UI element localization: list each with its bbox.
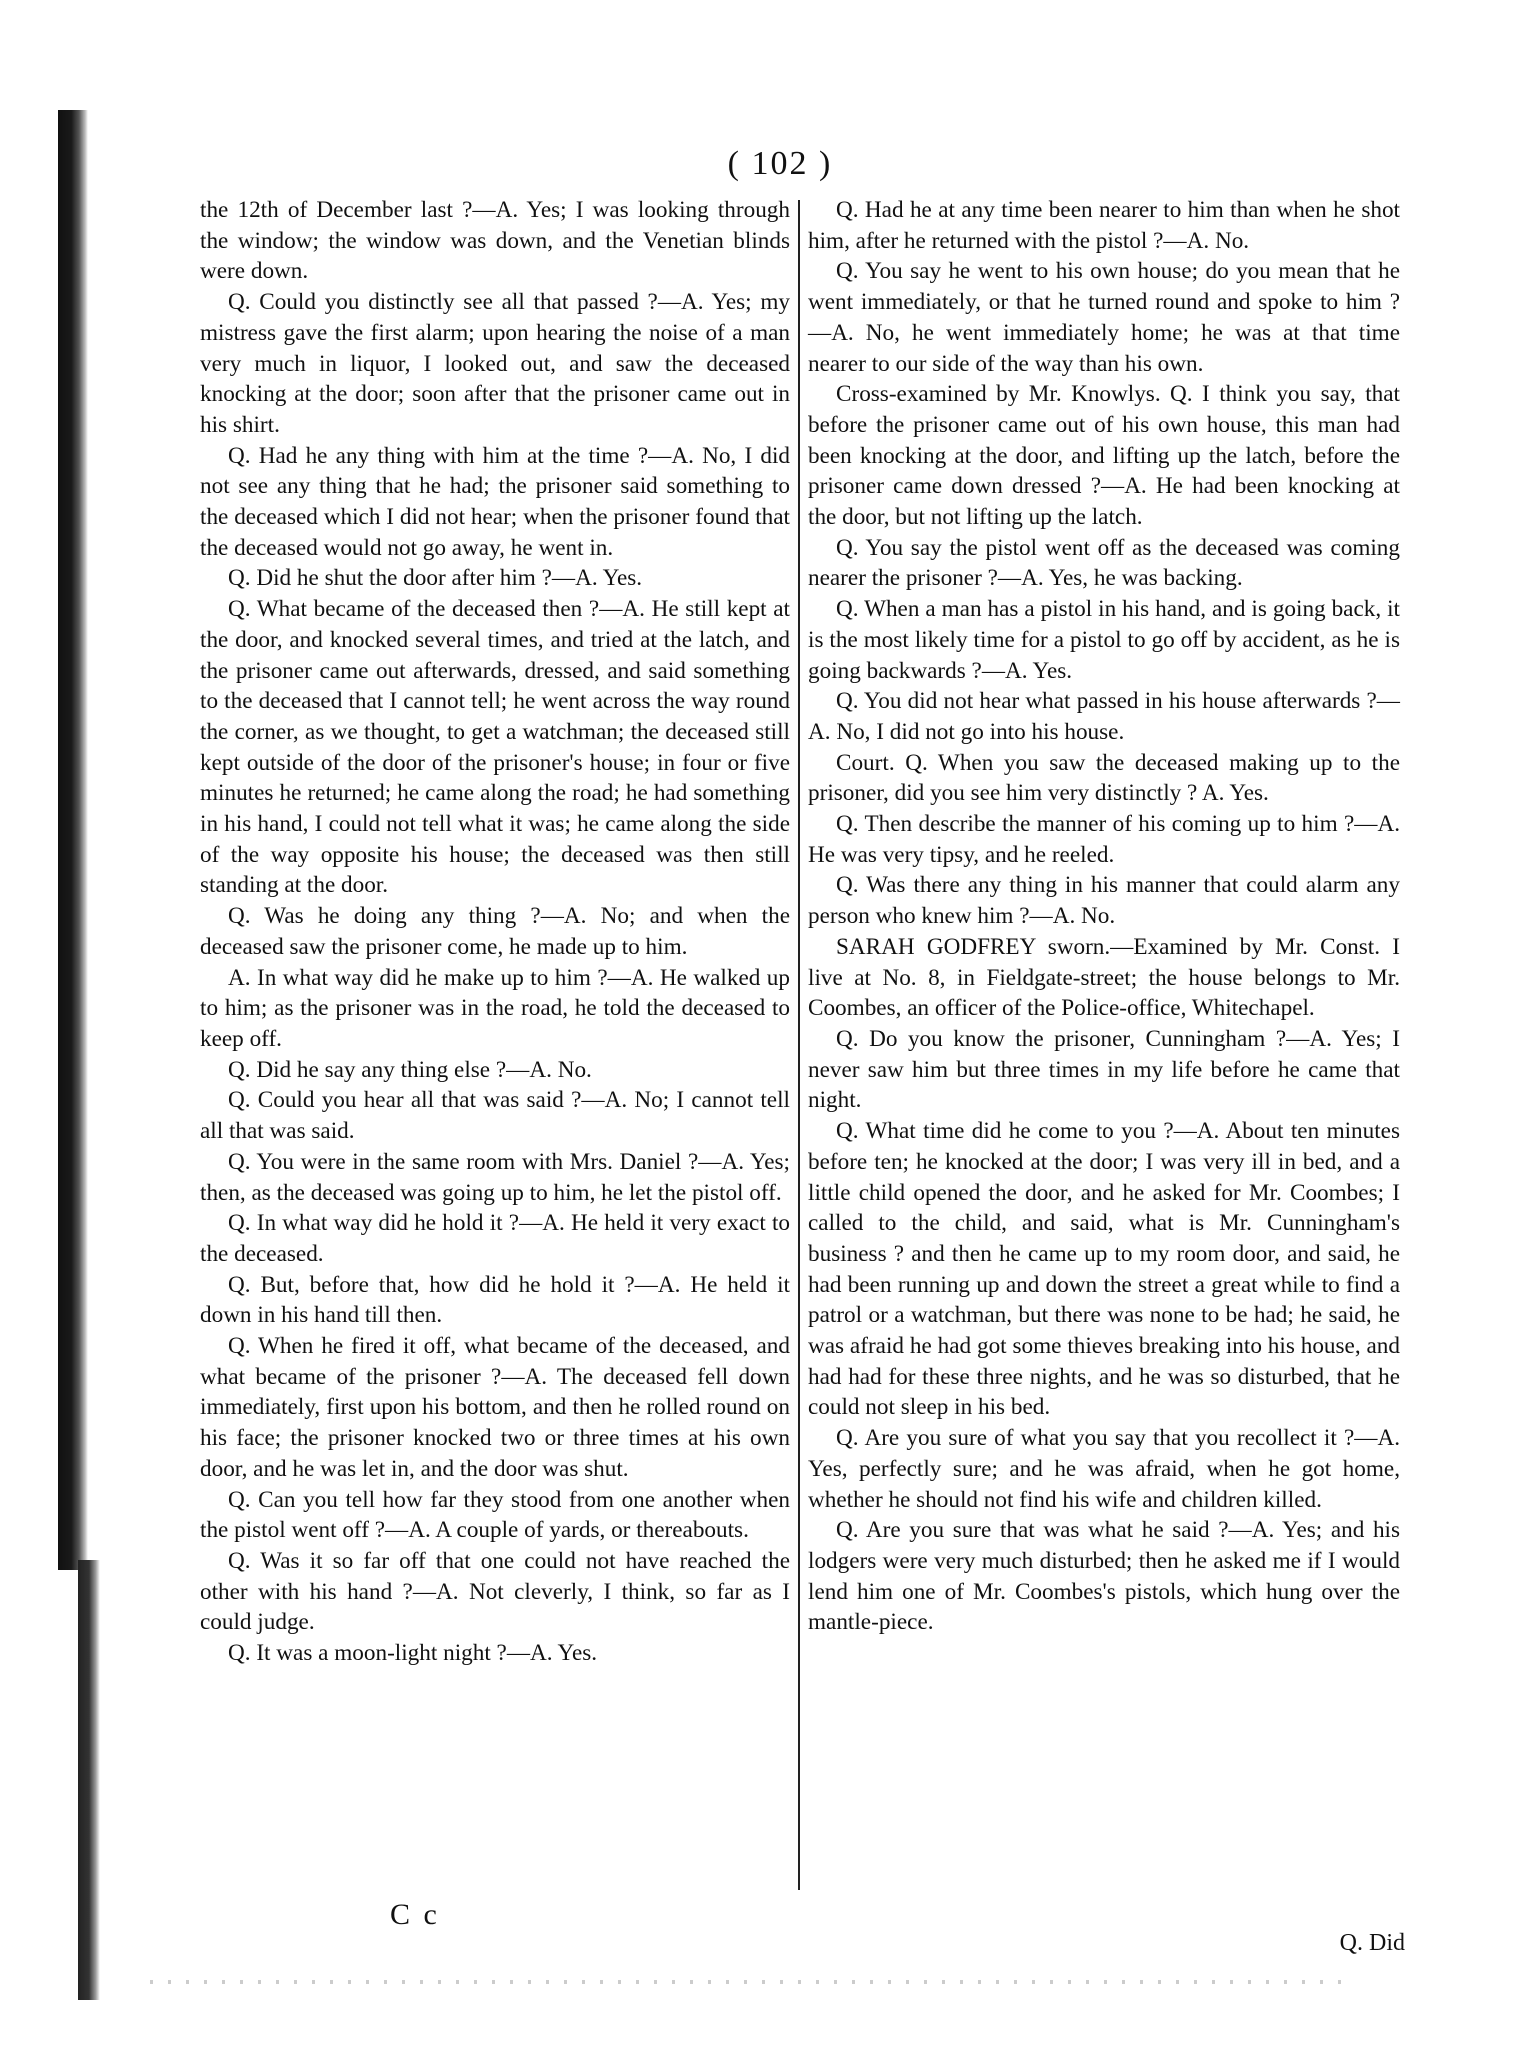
paragraph: Q. When he fired it off, what became of the deceased, and what became of the prisoner ?—A. The deceased fell down immediately, first upon his bottom, and then he rolled round on his face; the prisoner knocked two or three times at his own door, and he was let in, and the door was shut. [200, 1333, 790, 1482]
paragraph: SARAH GODFREY sworn.—Examined by Mr. Const. I live at No. 8, in Fieldgate-street; the house belongs to Mr. Coombes, an officer of the Police-office, Whitechapel. [808, 933, 1400, 1022]
left-column [200, 195, 790, 1669]
paragraph: Q. In what way did he hold it ?—A. He held it very exact to the deceased. [200, 1210, 790, 1267]
paragraph: Q. When a man has a pistol in his hand, and is going back, it is the most likely time for a pistol to go off by accident, as he is going backwards ?—A. Yes. [808, 596, 1400, 684]
paragraph: Q. You did not hear what passed in his house afterwards ?—A. No, I did not go into his house. [808, 688, 1400, 745]
column-divider [798, 200, 800, 1890]
paragraph: Q. It was a moon-light night ?—A. Yes. [228, 1640, 598, 1667]
paragraph: Q. Could you hear all that was said ?—A. No; I cannot tell all that was said. [200, 1087, 790, 1145]
paragraph: Q. Can you tell how far they stood from one another when the pistol went off ?—A. A couple of yards, or thereabouts. [200, 1486, 790, 1544]
paragraph: Q. Did he say any thing else ?—A. No. [228, 1056, 592, 1083]
paragraph: Q. Could you distinctly see all that passed ?—A. Yes; my mistress gave the first alarm; upon hearing the noise of a man very much in liquor, I looked out, and saw the deceased knocking at the door; soon after that the prisoner came out in his shirt. [200, 289, 790, 438]
paragraph: Cross-examined by Mr. Knowlys. Q. I think you say, that before the prisoner came out of his own house, this man had been knocking at the door, and lifting up the latch, before the prisoner came down dressed ?—A. He had been knocking at the door, but not lifting up the latch. [808, 381, 1400, 531]
paragraph: Q. Do you know the prisoner, Cunningham ?—A. Yes; I never saw him but three times in my life before he came that night. [808, 1025, 1400, 1114]
paragraph: Q. What became of the deceased then ?—A. He still kept at the door, and knocked several times, and tried at the latch, and the prisoner came out afterwards, dressed, and said something to the deceased that I cannot tell; he went across the way round the corner, as we thought, to get a watchman; the deceased still kept outside of the door of the prisoner's house; in four or five minutes he returned; he came along the road; he had something in his hand, I could not tell what it was; he came along the side of the way opposite his house; the deceased was then still standing at the door. [200, 596, 790, 899]
paragraph: Q. Was there any thing in his manner that could alarm any person who knew him ?—A. No. [808, 872, 1400, 930]
paragraph: Q. But, before that, how did he hold it ?—A. He held it down in his hand till then. [200, 1271, 790, 1329]
paragraph: Q. Then describe the manner of his coming up to him ?—A. He was very tipsy, and he reeled. [808, 811, 1400, 868]
paragraph: Q. Was it so far off that one could not have reached the other with his hand ?—A. Not cleverly, I think, so far as I could judge. [200, 1547, 790, 1636]
paragraph: Q. Are you sure of what you say that you recollect it ?—A. Yes, perfectly sure; and he was afraid, when he got home, whether he should not find his wife and children killed. [808, 1425, 1400, 1513]
scan-noise [150, 1980, 1350, 1984]
paragraph: Q. What time did he come to you ?—A. About ten minutes before ten; he knocked at the door; I was very ill in bed, and a little child opened the door, and he asked for Mr. Coombes; I called to the child, and said, what is Mr. Cunningham's business ? and then he came up to my room door, and said, he had been running up and down the street a great while to find a patrol or a watchman, but there was none to be had; he said, he was afraid he had got some thieves breaking into his house, and had had for these three nights, and he was so disturbed, that he could not sleep in his bed. [808, 1118, 1400, 1421]
paragraph: Q. You were in the same room with Mrs. Daniel ?—A. Yes; then, as the deceased was going up to him, he let the pistol off. [200, 1148, 790, 1206]
paragraph: Q. Are you sure that was what he said ?—A. Yes; and his lodgers were very much disturbed; then he asked me if I would lend him one of Mr. Coombes's pistols, which hung over the mantle-piece. [808, 1517, 1400, 1636]
right-column [808, 195, 1400, 1638]
binding-shadow [58, 110, 88, 1570]
paragraph: Q. Did he shut the door after him ?—A. Yes. [228, 565, 643, 592]
signature-mark: C c [390, 1898, 440, 1931]
page-number: ( 102 ) [727, 145, 833, 182]
paragraph: A. In what way did he make up to him ?—A. He walked up to him; as the prisoner was in the road, he told the deceased to keep off. [200, 964, 790, 1052]
paragraph: Q. Was he doing any thing ?—A. No; and when the deceased saw the prisoner come, he made up to him. [200, 903, 790, 960]
paragraph: Q. Had he at any time been nearer to him than when he shot him, after he returned with the pistol ?—A. No. [808, 197, 1400, 254]
paragraph: the 12th of December last ?—A. Yes; I was looking through the window; the window was down, and the Venetian blinds were down. [200, 197, 790, 285]
catchword: Q. Did [1339, 1930, 1405, 1956]
paragraph: Q. You say he went to his own house; do you mean that he went immediately, or that he turned round and spoke to him ?—A. No, he went immediately home; he was at that time nearer to our side of the way than his own. [808, 258, 1400, 377]
paragraph: Court. Q. When you saw the deceased making up to the prisoner, did you see him very distinctly ? A. Yes. [808, 749, 1400, 807]
paragraph: Q. Had he any thing with him at the time ?—A. No, I did not see any thing that he had; the prisoner said something to the deceased which I did not hear; when the prisoner found that the deceased would not go away, he went in. [200, 442, 790, 561]
paragraph: Q. You say the pistol went off as the deceased was coming nearer the prisoner ?—A. Yes, he was backing. [808, 534, 1400, 592]
binding-shadow-lower [78, 1560, 100, 2000]
